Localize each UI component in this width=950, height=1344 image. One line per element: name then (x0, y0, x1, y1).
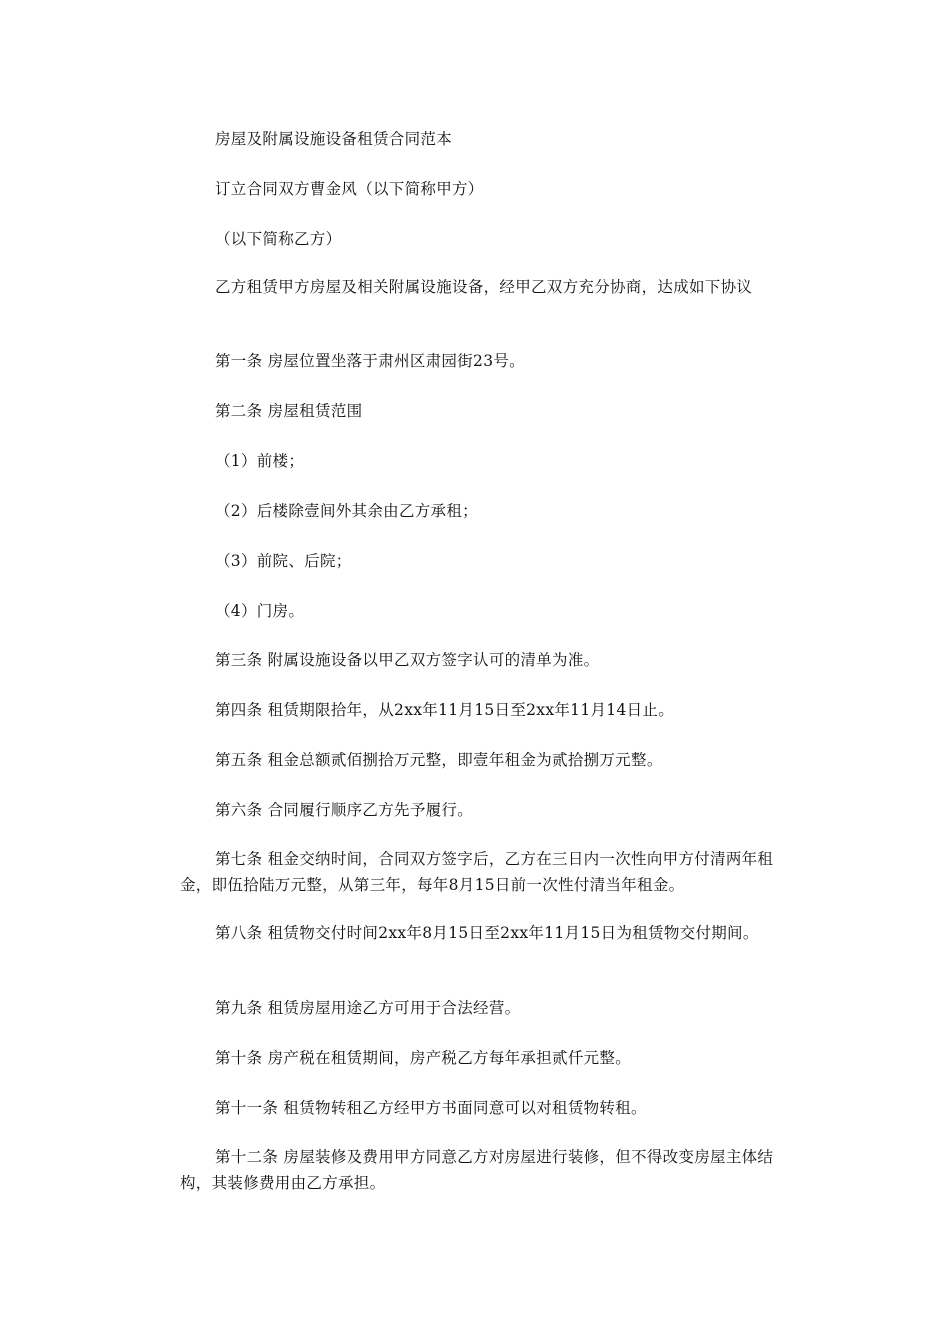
article-3: 第三条 附属设施设备以甲乙双方签字认可的清单为准。 (215, 651, 600, 669)
list-item-4: （4）门房。 (215, 602, 305, 620)
article-10: 第十条 房产税在租赁期间，房产税乙方每年承担贰仟元整。 (215, 1049, 632, 1067)
article-7: 第七条 租金交纳时间，合同双方签字后，乙方在三日内一次性向甲方付清两年租金，即伍拾陆万元整，从第三年，每年8月15日前一次性付清当年租金。 (180, 850, 774, 894)
article-5: 第五条 租金总额贰佰捌拾万元整，即壹年租金为贰拾捌万元整。 (215, 751, 663, 769)
article-11: 第十一条 租赁物转租乙方经甲方书面同意可以对租赁物转租。 (215, 1099, 647, 1117)
article-2: 第二条 房屋租赁范围 (215, 402, 363, 420)
article-12: 第十二条 房屋装修及费用甲方同意乙方对房屋进行装修，但不得改变房屋主体结构，其装修费用由乙方承担。 (180, 1148, 774, 1192)
article-6: 第六条 合同履行顺序乙方先予履行。 (215, 801, 474, 819)
article-8: 第八条 租赁物交付时间2xx年8月15日至2xx年11月15日为租赁物交付期间。 (215, 924, 759, 942)
paragraph-parties-b: （以下简称乙方） (215, 230, 342, 248)
article-9: 第九条 租赁房屋用途乙方可用于合法经营。 (215, 999, 521, 1017)
article-1: 第一条 房屋位置坐落于肃州区肃园街23号。 (215, 352, 525, 370)
article-4: 第四条 租赁期限拾年，从2xx年11月15日至2xx年11月14日止。 (215, 701, 675, 719)
paragraph-parties-a: 订立合同双方曹金风（以下简称甲方） (215, 180, 484, 198)
document-title: 房屋及附属设施设备租赁合同范本 (215, 130, 453, 148)
list-item-1: （1）前楼； (215, 452, 305, 470)
paragraph-preamble: 乙方租赁甲方房屋及相关附属设施设备，经甲乙双方充分协商，达成如下协议 (215, 278, 753, 296)
list-item-2: （2）后楼除壹间外其余由乙方承租； (215, 502, 478, 520)
list-item-3: （3）前院、后院； (215, 552, 352, 570)
